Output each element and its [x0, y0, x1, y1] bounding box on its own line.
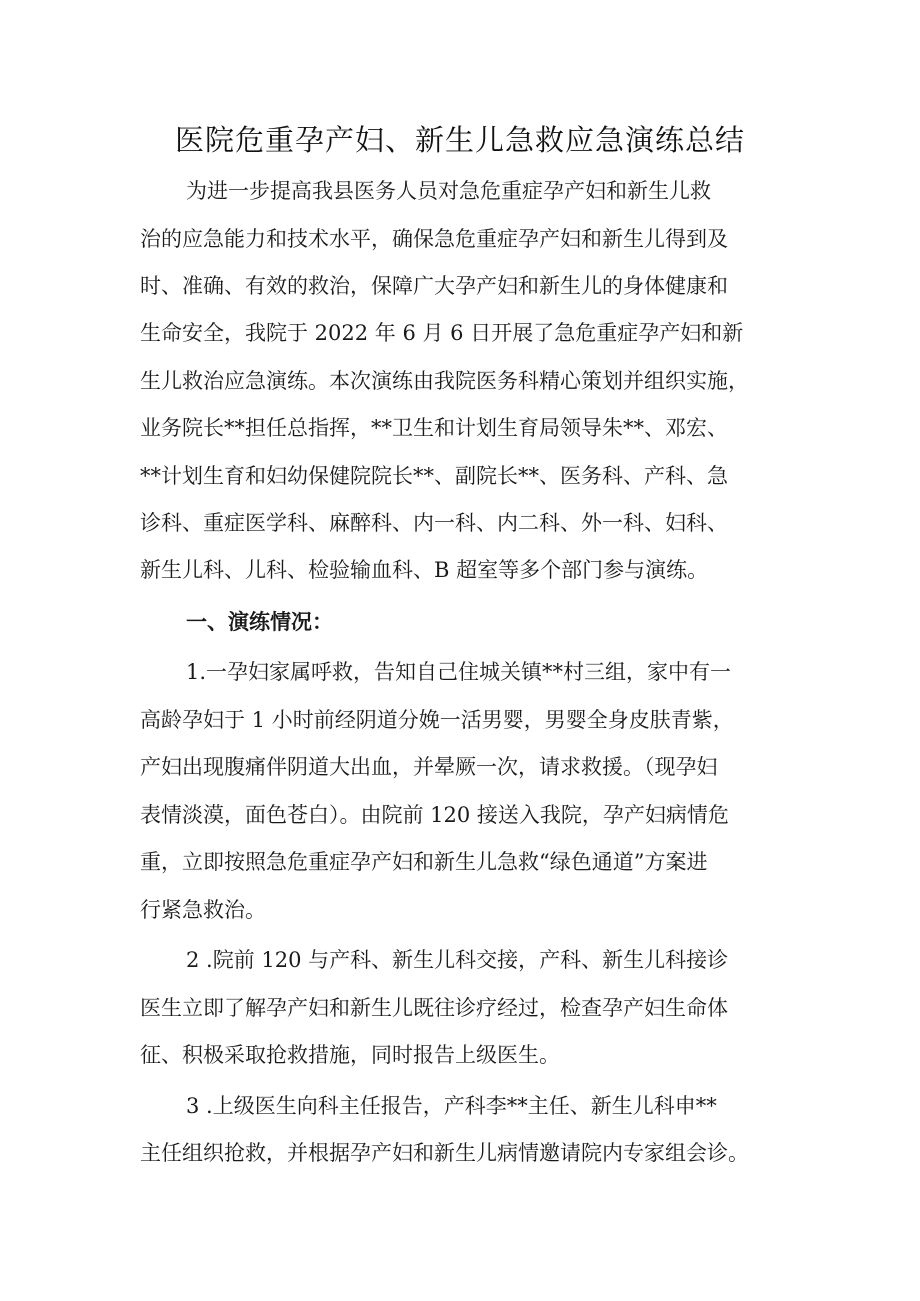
item1-line: 高龄孕妇于 1 小时前经阴道分娩一活男婴，男婴全身皮肤青紫， — [140, 708, 734, 732]
intro-line: 生命安全，我院于 2022 年 6 月 6 日开展了急危重症孕产妇和新 — [140, 321, 744, 345]
item1-line: 表情淡漠，面色苍白）。由院前 120 接送入我院，孕产妇病情危 — [140, 803, 729, 827]
intro-line: **计划生育和妇幼保健院院长**、副院长**、医务科、产科、急 — [140, 464, 728, 488]
document-title: 医院危重孕产妇、新生儿急救应急演练总结 — [174, 123, 745, 157]
item1-line: 产妇出现腹痛伴阴道大出血，并晕厥一次，请求救援。（现孕妇 — [140, 755, 718, 779]
intro-line: 业务院长**担任总指挥，**卫生和计划生育局领导朱**、邓宏、 — [140, 416, 728, 440]
item3-line: 3 .上级医生向科主任报告，产科李**主任、新生儿科申** — [186, 1094, 717, 1118]
item1-line: 1.一孕妇家属呼救，告知自己住城关镇**村三组，家中有一 — [186, 660, 732, 684]
item2-line: 征、积极采取抢救措施，同时报告上级医生。 — [140, 1043, 560, 1067]
item2-line: 2 .院前 120 与产科、新生儿科交接，产科、新生儿科接诊 — [186, 948, 729, 972]
intro-line: 生儿救治应急演练。本次演练由我院医务科精心策划并组织实施， — [140, 369, 749, 393]
intro-line: 为进一步提高我县医务人员对急危重症孕产妇和新生儿救 — [186, 179, 711, 203]
item1-line: 行紧急救治。 — [140, 898, 266, 922]
item3-line: 主任组织抢救，并根据孕产妇和新生儿病情邀请院内专家组会诊。 — [140, 1141, 749, 1165]
item1-line: 重，立即按照急危重症孕产妇和新生儿急救“绿色通道”方案进 — [140, 850, 708, 874]
section-heading: 一、演练情况： — [186, 610, 333, 634]
intro-line: 时、准确、有效的救治，保障广大孕产妇和新生儿的身体健康和 — [140, 274, 728, 298]
intro-line: 诊科、重症医学科、麻醉科、内一科、内二科、外一科、妇科、 — [140, 511, 728, 535]
intro-line: 治的应急能力和技术水平，确保急危重症孕产妇和新生儿得到及 — [140, 227, 728, 251]
intro-line: 新生儿科、儿科、检验输血科、B 超室等多个部门参与演练。 — [140, 558, 709, 582]
item2-line: 医生立即了解孕产妇和新生儿既往诊疗经过，检查孕产妇生命体 — [140, 996, 728, 1020]
